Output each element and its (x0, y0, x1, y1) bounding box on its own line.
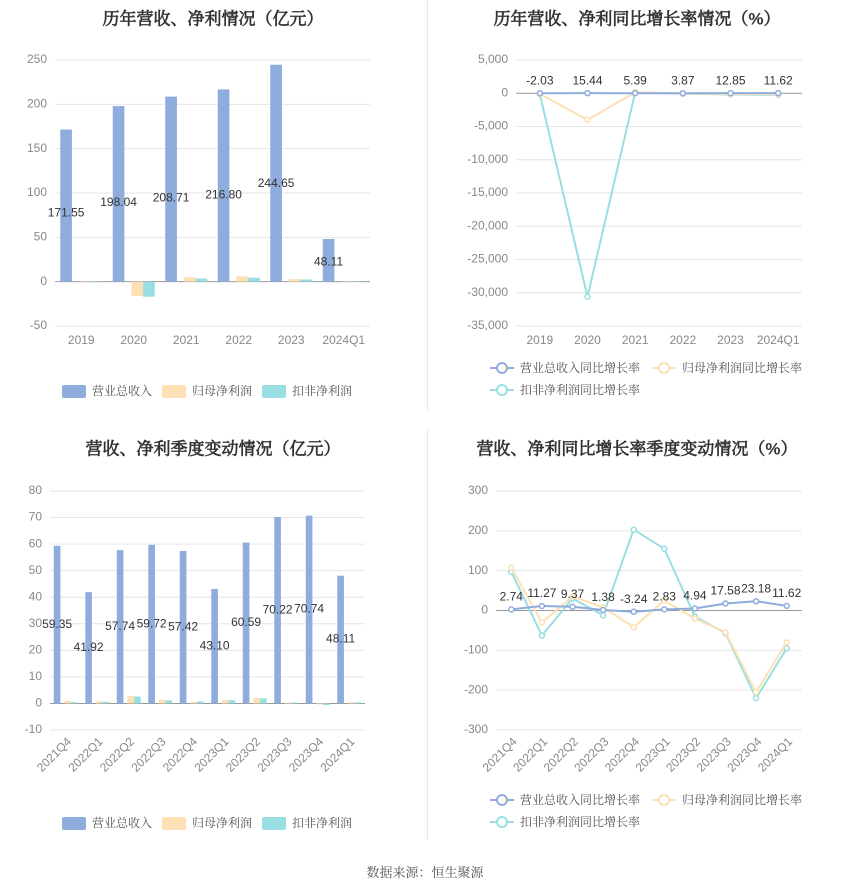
y-tick-label: 50 (28, 562, 42, 577)
x-tick-label: 2022Q4 (601, 734, 643, 775)
y-tick-label: 30 (28, 615, 42, 630)
y-tick-label: -25,000 (467, 251, 508, 266)
y-tick-label: 20 (28, 642, 42, 657)
net_profit-legend-swatch (162, 817, 186, 830)
revenue-point (680, 91, 685, 96)
y-tick-label: -10 (24, 722, 42, 737)
deducted_profit-point (754, 696, 759, 701)
deducted_profit-bar (196, 279, 208, 282)
x-tick-label: 2023Q4 (724, 734, 765, 775)
data-source-label: 数据来源：恒生聚源 (366, 865, 484, 880)
deducted_profit-bar (91, 282, 103, 283)
deducted_profit-bar (134, 697, 141, 704)
x-tick-label: 2023Q1 (191, 734, 232, 775)
growth-data-label: 11.27 (527, 586, 557, 601)
legend-label: 归母净利润同比增长率 (682, 793, 803, 808)
revenue-data-label: 70.74 (294, 601, 325, 616)
revenue-data-label: 216.80 (205, 187, 242, 202)
x-tick-label: 2019 (526, 333, 554, 348)
revenue-point (585, 91, 590, 96)
deducted_profit-legend-marker (497, 817, 507, 827)
revenue-point (784, 603, 789, 608)
revenue-point (754, 599, 759, 604)
revenue-data-label: 57.74 (105, 618, 136, 633)
revenue-legend-marker (497, 795, 507, 805)
revenue-data-label: 41.92 (73, 639, 104, 654)
y-tick-label: 250 (26, 52, 47, 67)
net_profit-legend-marker (659, 795, 669, 805)
net_profit-bar (127, 696, 134, 703)
y-tick-label: 200 (26, 96, 47, 111)
vertical-divider-top (427, 0, 428, 410)
growth-data-label: 9.37 (560, 586, 585, 601)
growth-data-label: 4.94 (683, 588, 707, 603)
x-tick-label: 2021 (621, 333, 649, 348)
net_profit-bar (184, 277, 196, 281)
chart-title: 营收、净利同比增长率季度变动情况（%） (476, 439, 798, 459)
x-tick-label: 2023Q2 (223, 734, 264, 775)
revenue-point (509, 607, 514, 612)
chart-title: 营收、净利季度变动情况（亿元） (85, 439, 341, 459)
deducted_profit-bar (301, 279, 313, 281)
deducted_profit-point (601, 613, 606, 618)
revenue-data-label: 244.65 (257, 176, 295, 191)
deducted_profit-line (540, 92, 778, 296)
chart-title: 历年营收、净利情况（亿元） (102, 9, 324, 29)
legend-label: 扣非净利润 (292, 384, 353, 399)
y-tick-label: 40 (28, 589, 42, 604)
legend-label: 扣非净利润同比增长率 (520, 815, 641, 830)
growth-data-label: 12.85 (715, 73, 746, 88)
y-tick-label: -50 (29, 318, 47, 333)
net_profit-point (509, 565, 514, 570)
net_profit-legend-swatch (162, 385, 186, 398)
growth-data-label: 2.83 (652, 589, 676, 604)
x-tick-label: 2024Q1 (754, 734, 796, 775)
growth-data-label: 2.74 (499, 589, 523, 604)
y-tick-label: 0 (35, 695, 42, 710)
growth-data-label: 11.62 (763, 73, 793, 88)
vertical-divider-bottom (427, 430, 428, 840)
y-tick-label: -10,000 (467, 151, 508, 166)
deducted_profit-point (631, 527, 636, 532)
revenue-point (631, 609, 636, 614)
x-tick-label: 2022Q3 (571, 734, 612, 775)
growth-data-label: 23.18 (741, 581, 772, 596)
y-tick-label: 0 (40, 273, 47, 288)
net_profit-point (754, 690, 759, 695)
deducted_profit-bar (71, 702, 78, 703)
deducted_profit-bar (229, 700, 236, 703)
net_profit-point (631, 625, 636, 630)
x-tick-label: 2023Q3 (693, 734, 734, 775)
net_profit-line (540, 92, 778, 120)
deducted_profit-bar (323, 703, 330, 705)
net_profit-bar (253, 698, 260, 704)
net_profit-bar (79, 282, 91, 283)
y-tick-label: 10 (28, 669, 42, 684)
legend-label: 营业总收入 (92, 384, 153, 399)
deducted_profit-legend-marker (497, 385, 507, 395)
revenue-point (601, 607, 606, 612)
y-tick-label: 70 (28, 509, 42, 524)
legend-label: 归母净利润同比增长率 (682, 361, 803, 376)
net_profit-bar (131, 282, 143, 296)
net_profit-bar (316, 703, 323, 704)
y-tick-label: -20,000 (467, 218, 508, 233)
chart-title: 历年营收、净利同比增长率情况（%） (493, 9, 781, 29)
x-tick-label: 2023Q1 (632, 734, 673, 775)
x-tick-label: 2020 (574, 333, 601, 348)
revenue-data-label: 70.22 (262, 602, 293, 617)
x-tick-label: 2024Q1 (317, 734, 358, 775)
y-tick-label: 0 (481, 602, 488, 617)
net_profit-point (723, 630, 728, 635)
deducted_profit-bar (143, 282, 155, 297)
net_profit-bar (222, 700, 229, 703)
revenue-point (776, 91, 781, 96)
revenue-point (723, 601, 728, 606)
revenue-legend-swatch (62, 385, 86, 398)
x-tick-label: 2023Q4 (286, 734, 327, 775)
legend-label: 归母净利润 (192, 384, 253, 399)
x-tick-label: 2021Q4 (34, 734, 75, 775)
deducted_profit-point (539, 633, 544, 638)
legend-label: 扣非净利润 (292, 816, 353, 831)
revenue-data-label: 59.72 (136, 616, 167, 631)
x-tick-label: 2022Q1 (65, 734, 106, 775)
legend-label: 归母净利润 (192, 816, 253, 831)
x-tick-label: 2022Q1 (510, 734, 551, 775)
y-tick-label: 100 (26, 185, 47, 200)
x-tick-label: 2023 (277, 333, 305, 348)
deducted_profit-bar (248, 278, 260, 282)
deducted_profit-bar (292, 703, 299, 704)
y-tick-label: -30,000 (467, 284, 508, 299)
deducted_profit-legend-swatch (262, 817, 286, 830)
net_profit-bar (159, 700, 166, 704)
revenue-data-label: 198.04 (100, 194, 137, 209)
deducted_profit-bar (260, 698, 267, 703)
y-tick-label: 0 (501, 85, 508, 100)
revenue-point (662, 607, 667, 612)
net_profit-bar (236, 276, 248, 281)
growth-data-label: 11.62 (772, 586, 802, 601)
revenue-point (539, 604, 544, 609)
x-tick-label: 2023Q3 (254, 734, 295, 775)
net_profit-bar (64, 701, 71, 704)
revenue-data-label: 48.11 (314, 254, 344, 269)
growth-data-label: 3.87 (671, 73, 695, 88)
y-tick-label: 200 (467, 523, 488, 538)
y-tick-label: -300 (463, 722, 488, 737)
growth-data-label: -3.24 (620, 591, 648, 606)
x-tick-label: 2023Q2 (663, 734, 704, 775)
x-tick-label: 2022Q4 (160, 734, 201, 775)
revenue-data-label: 48.11 (326, 631, 356, 646)
revenue-data-label: 57.42 (168, 619, 199, 634)
x-tick-label: 2024Q1 (756, 333, 800, 348)
x-tick-label: 2022Q2 (540, 734, 581, 775)
net_profit-point (784, 640, 789, 645)
revenue-bar (270, 65, 282, 282)
net_profit-legend-marker (659, 363, 669, 373)
revenue-data-label: 171.55 (47, 205, 85, 220)
revenue-data-label: 208.71 (152, 190, 190, 205)
net_profit-point (539, 620, 544, 625)
y-tick-label: -200 (463, 682, 488, 697)
net_profit-bar (285, 703, 292, 704)
legend-label: 营业总收入 (92, 816, 153, 831)
net_profit-bar (190, 702, 197, 703)
revenue-point (728, 91, 733, 96)
deducted_profit-legend-swatch (262, 385, 286, 398)
x-tick-label: 2020 (120, 333, 148, 348)
revenue-legend-swatch (62, 817, 86, 830)
legend-label: 扣非净利润同比增长率 (520, 383, 641, 398)
y-tick-label: 150 (26, 140, 47, 155)
growth-data-label: 5.39 (623, 73, 647, 88)
y-tick-label: -100 (463, 642, 488, 657)
revenue-bar (165, 97, 177, 282)
y-tick-label: -35,000 (467, 318, 508, 333)
deducted_profit-bar (197, 701, 204, 703)
x-tick-label: 2022 (669, 333, 697, 348)
revenue-legend-marker (497, 363, 507, 373)
revenue-bar (218, 89, 230, 281)
growth-data-label: 17.58 (710, 583, 741, 598)
revenue-point (537, 91, 542, 96)
net_profit-bar (96, 701, 103, 703)
growth-data-label: 1.38 (591, 590, 615, 605)
x-tick-label: 2023 (717, 333, 744, 348)
y-tick-label: 50 (33, 229, 47, 244)
x-tick-label: 2021Q4 (479, 734, 520, 775)
y-tick-label: 300 (467, 483, 488, 498)
net_profit-point (692, 616, 697, 621)
y-tick-label: -5,000 (473, 118, 508, 133)
x-tick-label: 2022Q2 (97, 734, 138, 775)
legend-label: 营业总收入同比增长率 (520, 361, 641, 376)
deducted_profit-point (662, 546, 667, 551)
x-tick-label: 2021 (172, 333, 200, 348)
x-tick-label: 2024Q1 (322, 333, 366, 348)
y-tick-label: 100 (467, 562, 488, 577)
deducted_profit-bar (103, 702, 110, 704)
net_profit-point (585, 117, 590, 122)
net_profit-bar (289, 279, 301, 282)
y-tick-label: 60 (28, 536, 42, 551)
y-tick-label: -15,000 (467, 185, 508, 200)
deducted_profit-point (585, 294, 590, 299)
revenue-data-label: 60.59 (231, 615, 262, 630)
revenue-data-label: 43.10 (199, 638, 230, 653)
x-tick-label: 2022 (225, 333, 253, 348)
deducted_profit-bar (355, 702, 362, 703)
deducted_profit-bar (166, 700, 173, 703)
x-tick-label: 2022Q3 (128, 734, 169, 775)
y-tick-label: 5,000 (477, 52, 508, 67)
revenue-point (633, 91, 638, 96)
x-tick-label: 2019 (67, 333, 95, 348)
legend-label: 营业总收入同比增长率 (520, 793, 641, 808)
revenue-point (570, 604, 575, 609)
y-tick-label: 80 (28, 483, 42, 498)
growth-data-label: 15.44 (572, 73, 603, 88)
revenue-point (692, 606, 697, 611)
net_profit-bar (348, 702, 355, 703)
growth-data-label: -2.03 (526, 73, 554, 88)
revenue-data-label: 59.35 (42, 616, 73, 631)
